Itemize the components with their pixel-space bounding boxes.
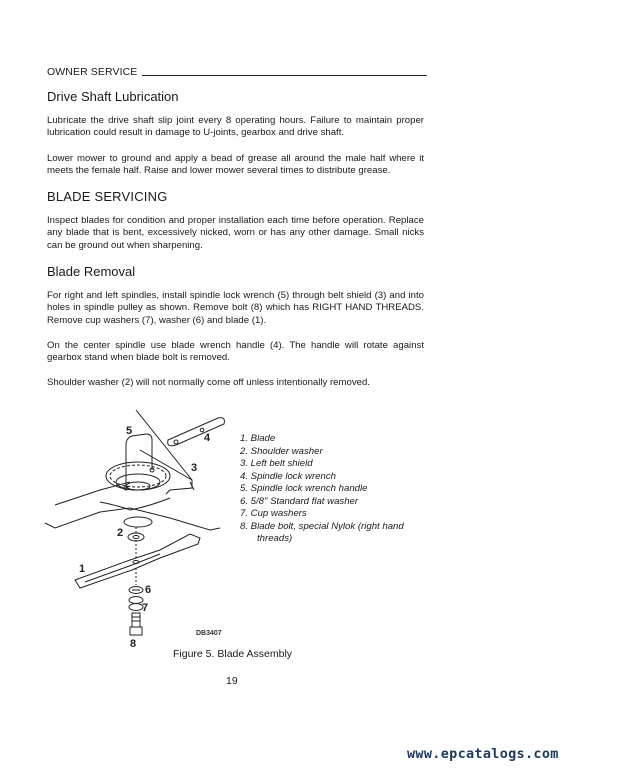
callout-6: 6 bbox=[145, 584, 152, 596]
legend-item: 7. Cup washers bbox=[240, 508, 307, 519]
page-number: 19 bbox=[226, 675, 238, 687]
legend-item: 1. Blade bbox=[240, 433, 276, 444]
callout-7: 7 bbox=[142, 602, 149, 614]
paragraph: Inspect blades for condition and proper installation each time before operation. Replace any blade that is bent, excessively nicked, worn or has any other damage. Small nicks can be ground out when sharpening. bbox=[47, 215, 424, 251]
heading-drive-shaft-lubrication: Drive Shaft Lubrication bbox=[47, 89, 179, 104]
legend-item: 4. Spindle lock wrench bbox=[240, 470, 336, 482]
paragraph: Lower mower to ground and apply a bead of grease all around the male half where it meets the female half. Raise and lower mower several times to distribute grease. bbox=[47, 153, 424, 177]
drawing-code: DB3407 bbox=[196, 630, 222, 637]
paragraph: For right and left spindles, install spindle lock wrench (5) through belt shield (3) and into holes in spindle pulley as shown. Remove bolt (8) which has RIGHT HAND THREADS. Remove cup washers (7), washer (6) and blade (1). bbox=[47, 290, 424, 326]
callout-3: 3 bbox=[191, 462, 198, 474]
header-rule bbox=[142, 75, 427, 76]
paragraph: Shoulder washer (2) will not normally come off unless intentionally removed. bbox=[47, 377, 370, 388]
legend-item: 2. Shoulder washer bbox=[240, 445, 323, 457]
legend-item: 6. 5/8" Standard flat washer bbox=[240, 495, 359, 507]
watermark-link[interactable]: www.epcatalogs.com bbox=[407, 746, 559, 762]
paragraph: On the center spindle use blade wrench handle (4). The handle will rotate against gearbox stand when blade bolt is removed. bbox=[47, 340, 424, 364]
figure-legend bbox=[240, 433, 430, 546]
legend-item: 8. Blade bolt, special Nylok (right hand bbox=[240, 520, 404, 532]
legend-item: 5. Spindle lock wrench handle bbox=[240, 483, 368, 494]
heading-blade-removal: Blade Removal bbox=[47, 264, 136, 279]
legend-item: 3. Left belt shield bbox=[240, 458, 313, 469]
callout-8: 8 bbox=[130, 638, 137, 650]
section-label: OWNER SERVICE bbox=[47, 66, 138, 78]
callout-4: 4 bbox=[204, 432, 211, 444]
blade-assembly-diagram bbox=[40, 410, 240, 650]
callout-1: 1 bbox=[79, 563, 86, 575]
paragraph: Lubricate the drive shaft slip joint every 8 operating hours. Failure to maintain proper lubrication could result in damage to U-joints, gearbox and drive shaft. bbox=[47, 115, 424, 139]
legend-item-continuation: threads) bbox=[257, 533, 293, 544]
callout-5: 5 bbox=[126, 425, 133, 437]
callout-2: 2 bbox=[117, 527, 124, 539]
section-header bbox=[47, 66, 427, 78]
figure-caption: Figure 5. Blade Assembly bbox=[173, 648, 293, 660]
heading-blade-servicing: BLADE SERVICING bbox=[47, 189, 168, 204]
